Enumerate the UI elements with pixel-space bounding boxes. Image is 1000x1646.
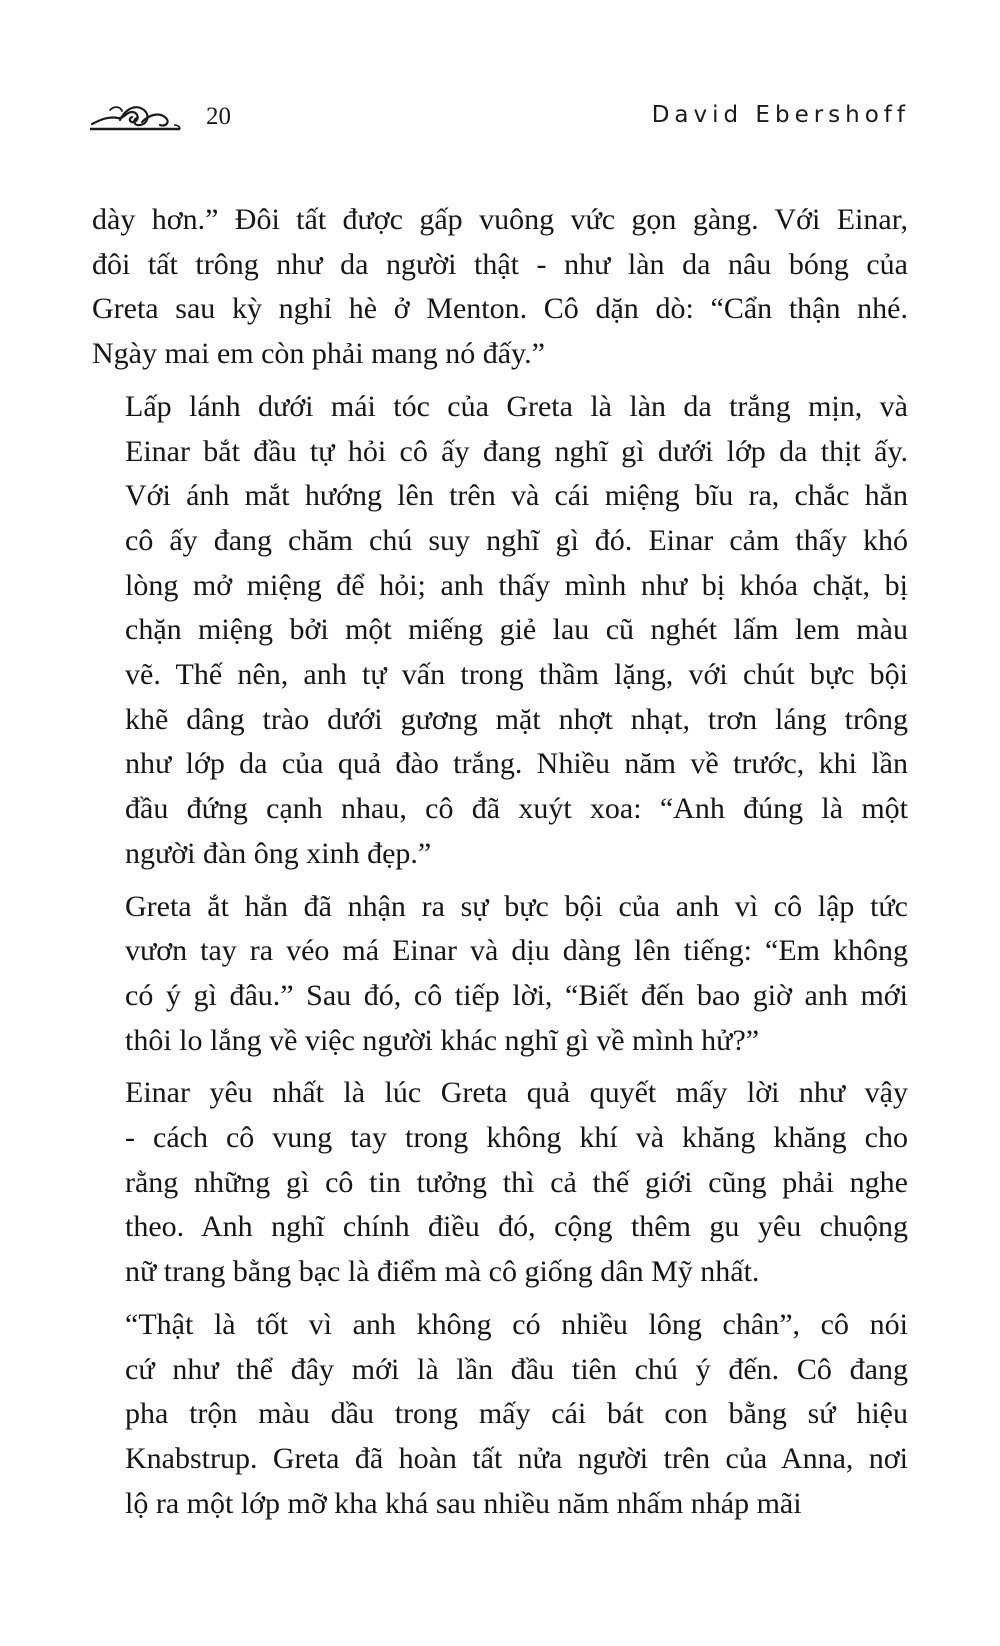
- text-line: như lớp da của quả đào trắng. Nhiều năm về trước, khi lần: [125, 747, 908, 781]
- page-header: [90, 96, 910, 144]
- text-line: Ngày mai em còn phải mang nó đấy.”: [92, 337, 545, 371]
- body-text: [92, 198, 908, 1534]
- text-line: chặn miệng bởi một miếng giẻ lau cũ nghét lấm lem màu: [125, 613, 908, 647]
- text-line: rằng những gì cô tin tưởng thì cả thế giới cũng phải nghe: [125, 1165, 908, 1199]
- text-line: pha trộn màu dầu trong mấy cái bát con bằng sứ hiệu: [125, 1397, 908, 1431]
- text-line: Knabstrup. Greta đã hoàn tất nửa người trên của Anna, nơi: [125, 1441, 908, 1475]
- text-line: “Thật là tốt vì anh không có nhiều lông chân”, cô nói: [125, 1307, 908, 1341]
- paragraph-2: [92, 385, 908, 877]
- text-line: Einar bắt đầu tự hỏi cô ấy đang nghĩ gì dưới lớp da thịt ấy.: [125, 434, 908, 468]
- text-line: cô ấy đang chăm chú suy nghĩ gì đó. Einar cảm thấy khó: [125, 523, 908, 557]
- text-line: cứ như thể đây mới là lần đầu tiên chú ý đến. Cô đang: [125, 1352, 908, 1386]
- text-line: vẽ. Thế nên, anh tự vấn trong thầm lặng, với chút bực bội: [125, 658, 908, 692]
- text-line: theo. Anh nghĩ chính điều đó, cộng thêm gu yêu chuộng: [125, 1210, 908, 1244]
- text-line: Lấp lánh dưới mái tóc của Greta là làn da trắng mịn, và: [125, 389, 908, 423]
- paragraph-3: [92, 885, 908, 1064]
- paragraph-1: [92, 198, 908, 377]
- text-line: nữ trang bằng bạc là điểm mà cô giống dân Mỹ nhất.: [125, 1255, 760, 1289]
- text-line: đôi tất trông như da người thật - như làn da nâu bóng của: [92, 247, 908, 281]
- text-line: Với ánh mắt hướng lên trên và cái miệng bĩu ra, chắc hẳn: [125, 479, 908, 513]
- paragraph-4: [92, 1071, 908, 1295]
- text-line: dày hơn.” Đôi tất được gấp vuông vức gọn gàng. Với Einar,: [92, 203, 908, 236]
- running-head-author: David Ebershoff: [651, 102, 910, 128]
- text-line: có ý gì đâu.” Sau đó, cô tiếp lời, “Biết đến bao giờ anh mới: [125, 978, 908, 1012]
- text-line: người đàn ông xinh đẹp.”: [125, 836, 432, 870]
- text-line: vươn tay ra véo má Einar và dịu dàng lên tiếng: “Em không: [125, 934, 908, 968]
- text-line: Greta ắt hẳn đã nhận ra sự bực bội của anh vì cô lập tức: [125, 889, 908, 923]
- text-line: Einar yêu nhất là lúc Greta quả quyết mấy lời như vậy: [125, 1076, 908, 1110]
- text-line: khẽ dâng trào dưới gương mặt nhợt nhạt, trơn láng trông: [125, 702, 908, 736]
- paragraph-5: [92, 1303, 908, 1527]
- text-line: lộ ra một lớp mỡ kha khá sau nhiều năm nhấm nháp mãi: [125, 1486, 802, 1520]
- text-line: Greta sau kỳ nghỉ hè ở Menton. Cô dặn dò: “Cẩn thận nhé.: [92, 292, 908, 326]
- page-number: 20: [206, 103, 231, 130]
- text-line: - cách cô vung tay trong không khí và khăng khăng cho: [125, 1121, 908, 1155]
- flourish-ornament-icon: [90, 98, 182, 136]
- text-line: lòng mở miệng để hỏi; anh thấy mình như bị khóa chặt, bị: [125, 568, 908, 602]
- text-line: thôi lo lắng về việc người khác nghĩ gì về mình hử?”: [125, 1023, 760, 1057]
- text-line: đầu đứng cạnh nhau, cô đã xuýt xoa: “Anh đúng là một: [125, 792, 908, 826]
